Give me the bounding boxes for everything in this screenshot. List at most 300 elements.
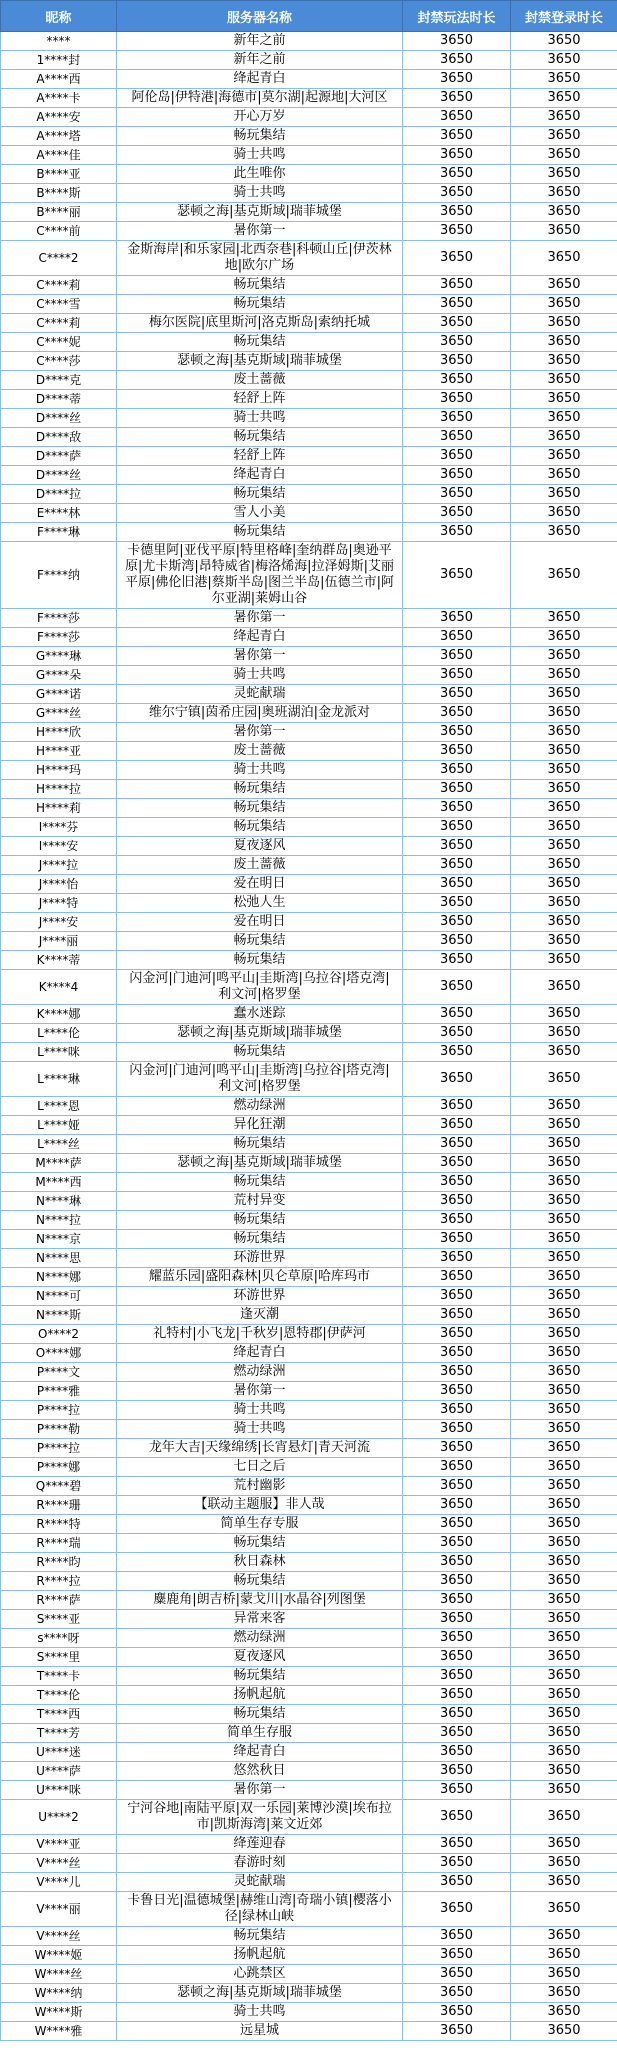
server-name-cell: 环游世界: [117, 1249, 403, 1268]
table-row: [1, 1965, 617, 1984]
login-ban-cell: 3650: [511, 799, 617, 818]
nickname-cell: R****珊: [1, 1496, 117, 1515]
gameplay-ban-cell: 3650: [403, 951, 511, 970]
gameplay-ban-cell: 3650: [403, 108, 511, 127]
gameplay-ban-cell: 3650: [403, 1420, 511, 1439]
server-name-cell: 卡德里阿|亚伐平原|特里格峰|奎纳群岛|奥逊平原|尤卡斯湾|昂特威省|梅洛烯海|拉泽姆斯|艾丽平原|佛伦旧港|蔡斯半岛|图兰半岛|伍德兰市|阿尔亚湖|莱姆山谷: [117, 542, 403, 609]
gameplay-ban-cell: 3650: [403, 1743, 511, 1762]
gameplay-ban-cell: 3650: [403, 1854, 511, 1873]
login-ban-cell: 3650: [511, 1211, 617, 1230]
server-name-cell: 畅玩集结: [117, 1135, 403, 1154]
gameplay-ban-cell: 3650: [403, 1762, 511, 1781]
server-name-cell: 此生唯你: [117, 165, 403, 184]
table-row: [1, 685, 617, 704]
table-row: [1, 108, 617, 127]
server-name-cell: 秋日森林: [117, 1553, 403, 1572]
gameplay-ban-cell: 3650: [403, 32, 511, 51]
login-ban-cell: 3650: [511, 1249, 617, 1268]
gameplay-ban-cell: 3650: [403, 761, 511, 780]
gameplay-ban-cell: 3650: [403, 1515, 511, 1534]
gameplay-ban-cell: 3650: [403, 485, 511, 504]
nickname-cell: J****特: [1, 894, 117, 913]
server-name-cell: 异常来客: [117, 1610, 403, 1629]
gameplay-ban-cell: 3650: [403, 333, 511, 352]
login-ban-cell: 3650: [511, 523, 617, 542]
gameplay-ban-cell: 3650: [403, 1024, 511, 1043]
login-ban-cell: 3650: [511, 818, 617, 837]
login-ban-cell: 3650: [511, 1287, 617, 1306]
table-row: [1, 1892, 617, 1927]
gameplay-ban-cell: 3650: [403, 1062, 511, 1097]
gameplay-ban-cell: 3650: [403, 1382, 511, 1401]
server-name-cell: 畅玩集结: [117, 1705, 403, 1724]
login-ban-cell: 3650: [511, 704, 617, 723]
server-name-cell: 轻舒上阵: [117, 447, 403, 466]
table-row: [1, 1724, 617, 1743]
server-name-cell: 燃动绿洲: [117, 1363, 403, 1382]
nickname-cell: D****蒂: [1, 390, 117, 409]
gameplay-ban-cell: 3650: [403, 1477, 511, 1496]
login-ban-cell: 3650: [511, 1154, 617, 1173]
login-ban-cell: 3650: [511, 1097, 617, 1116]
server-name-cell: 瑟顿之海|基克斯域|瑞菲城堡: [117, 203, 403, 222]
gameplay-ban-cell: 3650: [403, 447, 511, 466]
login-ban-cell: 3650: [511, 70, 617, 89]
gameplay-ban-cell: 3650: [403, 390, 511, 409]
server-name-cell: 畅玩集结: [117, 1534, 403, 1553]
server-name-cell: 畅玩集结: [117, 295, 403, 314]
table-row: [1, 1984, 617, 2003]
server-name-cell: 维尔宁镇|茵希庄园|奥班湖泊|金龙派对: [117, 704, 403, 723]
login-ban-cell: 3650: [511, 333, 617, 352]
nickname-cell: D****丝: [1, 409, 117, 428]
table-row: [1, 523, 617, 542]
server-name-cell: 瑟顿之海|基克斯域|瑞菲城堡: [117, 1984, 403, 2003]
gameplay-ban-cell: 3650: [403, 894, 511, 913]
login-ban-cell: 3650: [511, 1363, 617, 1382]
login-ban-cell: 3650: [511, 1854, 617, 1873]
nickname-cell: L****咪: [1, 1043, 117, 1062]
nickname-cell: U****咪: [1, 1781, 117, 1800]
nickname-cell: F****莎: [1, 628, 117, 647]
nickname-cell: I****安: [1, 837, 117, 856]
server-name-cell: 畅玩集结: [117, 780, 403, 799]
login-ban-cell: 3650: [511, 1781, 617, 1800]
server-name-cell: 【联动主题服】非人哉: [117, 1496, 403, 1515]
nickname-cell: V****丝: [1, 1927, 117, 1946]
table-row: [1, 447, 617, 466]
nickname-cell: R****萨: [1, 1591, 117, 1610]
gameplay-ban-cell: 3650: [403, 1439, 511, 1458]
server-name-cell: 悠然秋日: [117, 1762, 403, 1781]
table-row: [1, 818, 617, 837]
nickname-cell: P****文: [1, 1363, 117, 1382]
login-ban-cell: 3650: [511, 276, 617, 295]
server-name-cell: 暑你第一: [117, 609, 403, 628]
server-name-cell: 畅玩集结: [117, 932, 403, 951]
nickname-cell: L****伦: [1, 1024, 117, 1043]
nickname-cell: D****丝: [1, 466, 117, 485]
table-row: [1, 70, 617, 89]
table-row: [1, 409, 617, 428]
gameplay-ban-cell: 3650: [403, 1686, 511, 1705]
login-ban-cell: 3650: [511, 504, 617, 523]
nickname-cell: N****思: [1, 1249, 117, 1268]
nickname-cell: A****卡: [1, 89, 117, 108]
table-body: [1, 32, 617, 2041]
login-ban-cell: 3650: [511, 127, 617, 146]
gameplay-ban-cell: 3650: [403, 1116, 511, 1135]
table-row: [1, 1946, 617, 1965]
table-row: [1, 837, 617, 856]
login-ban-cell: 3650: [511, 1420, 617, 1439]
table-row: [1, 1043, 617, 1062]
login-ban-cell: 3650: [511, 1873, 617, 1892]
nickname-cell: C****2: [1, 241, 117, 276]
table-row: [1, 1496, 617, 1515]
table-row: [1, 1854, 617, 1873]
gameplay-ban-cell: 3650: [403, 241, 511, 276]
gameplay-ban-cell: 3650: [403, 875, 511, 894]
login-ban-cell: 3650: [511, 1382, 617, 1401]
login-ban-cell: 3650: [511, 314, 617, 333]
server-name-cell: 骑士共鸣: [117, 666, 403, 685]
table-row: [1, 184, 617, 203]
login-ban-cell: 3650: [511, 1135, 617, 1154]
nickname-cell: V****亚: [1, 1835, 117, 1854]
server-name-cell: 爱在明日: [117, 913, 403, 932]
server-name-cell: 心跳禁区: [117, 1965, 403, 1984]
nickname-cell: R****拉: [1, 1572, 117, 1591]
nickname-cell: C****前: [1, 222, 117, 241]
gameplay-ban-cell: 3650: [403, 165, 511, 184]
gameplay-ban-cell: 3650: [403, 1458, 511, 1477]
nickname-cell: R****瑞: [1, 1534, 117, 1553]
table-row: [1, 913, 617, 932]
nickname-cell: A****西: [1, 70, 117, 89]
server-name-cell: 逢灭潮: [117, 1306, 403, 1325]
gameplay-ban-cell: 3650: [403, 609, 511, 628]
server-name-cell: 骑士共鸣: [117, 761, 403, 780]
login-ban-cell: 3650: [511, 761, 617, 780]
nickname-cell: H****玛: [1, 761, 117, 780]
login-ban-cell: 3650: [511, 203, 617, 222]
table-row: [1, 2003, 617, 2022]
gameplay-ban-cell: 3650: [403, 1648, 511, 1667]
table-row: [1, 1382, 617, 1401]
server-name-cell: 春游时刻: [117, 1854, 403, 1873]
gameplay-ban-cell: 3650: [403, 1927, 511, 1946]
gameplay-ban-cell: 3650: [403, 51, 511, 70]
gameplay-ban-cell: 3650: [403, 276, 511, 295]
server-name-cell: 暑你第一: [117, 1781, 403, 1800]
login-ban-cell: 3650: [511, 32, 617, 51]
table-row: [1, 1572, 617, 1591]
table-row: [1, 51, 617, 70]
gameplay-ban-cell: 3650: [403, 1781, 511, 1800]
gameplay-ban-cell: 3650: [403, 314, 511, 333]
login-ban-cell: 3650: [511, 1230, 617, 1249]
server-name-cell: 暑你第一: [117, 647, 403, 666]
nickname-cell: C****雪: [1, 295, 117, 314]
table-row: [1, 1800, 617, 1835]
gameplay-ban-cell: 3650: [403, 466, 511, 485]
gameplay-ban-cell: 3650: [403, 1553, 511, 1572]
login-ban-cell: 3650: [511, 1344, 617, 1363]
nickname-cell: M****萨: [1, 1154, 117, 1173]
server-name-cell: 蠢水迷踪: [117, 1005, 403, 1024]
nickname-cell: D****萨: [1, 447, 117, 466]
nickname-cell: S****里: [1, 1648, 117, 1667]
table-row: [1, 146, 617, 165]
gameplay-ban-cell: 3650: [403, 742, 511, 761]
table-row: [1, 295, 617, 314]
nickname-cell: B****亚: [1, 165, 117, 184]
gameplay-ban-cell: 3650: [403, 932, 511, 951]
login-ban-cell: 3650: [511, 913, 617, 932]
table-row: [1, 1420, 617, 1439]
table-row: [1, 1553, 617, 1572]
gameplay-ban-cell: 3650: [403, 837, 511, 856]
server-name-cell: 扬帆起航: [117, 1686, 403, 1705]
gameplay-ban-cell: 3650: [403, 1705, 511, 1724]
server-name-cell: 闪金河|门迪河|鸣平山|圭斯湾|乌拉谷|塔克湾|利文河|格罗堡: [117, 1062, 403, 1097]
server-name-cell: 夏夜逐风: [117, 1648, 403, 1667]
nickname-cell: K****4: [1, 970, 117, 1005]
gameplay-ban-cell: 3650: [403, 1591, 511, 1610]
login-ban-cell: 3650: [511, 1477, 617, 1496]
login-ban-cell: 3650: [511, 1946, 617, 1965]
table-row: [1, 647, 617, 666]
login-ban-cell: 3650: [511, 241, 617, 276]
login-ban-cell: 3650: [511, 1306, 617, 1325]
login-ban-cell: 3650: [511, 222, 617, 241]
table-row: [1, 504, 617, 523]
server-name-cell: 新年之前: [117, 32, 403, 51]
gameplay-ban-cell: 3650: [403, 2022, 511, 2041]
nickname-cell: U****萨: [1, 1762, 117, 1781]
table-row: [1, 276, 617, 295]
nickname-cell: H****亚: [1, 742, 117, 761]
nickname-cell: K****蒂: [1, 951, 117, 970]
gameplay-ban-cell: 3650: [403, 1572, 511, 1591]
server-name-cell: 废土蔷薇: [117, 742, 403, 761]
nickname-cell: S****亚: [1, 1610, 117, 1629]
gameplay-ban-cell: 3650: [403, 1135, 511, 1154]
nickname-cell: I****芬: [1, 818, 117, 837]
login-ban-cell: 3650: [511, 1648, 617, 1667]
header-server-name: 服务器名称: [117, 1, 403, 32]
login-ban-cell: 3650: [511, 1439, 617, 1458]
server-name-cell: 骑士共鸣: [117, 184, 403, 203]
gameplay-ban-cell: 3650: [403, 542, 511, 609]
nickname-cell: V****丽: [1, 1892, 117, 1927]
login-ban-cell: 3650: [511, 1724, 617, 1743]
server-name-cell: 绛起青白: [117, 466, 403, 485]
table-row: [1, 1062, 617, 1097]
login-ban-cell: 3650: [511, 837, 617, 856]
gameplay-ban-cell: 3650: [403, 1192, 511, 1211]
nickname-cell: M****西: [1, 1173, 117, 1192]
login-ban-cell: 3650: [511, 1496, 617, 1515]
nickname-cell: P****娜: [1, 1458, 117, 1477]
login-ban-cell: 3650: [511, 51, 617, 70]
server-name-cell: 畅玩集结: [117, 523, 403, 542]
server-name-cell: 废土蔷薇: [117, 856, 403, 875]
table-row: [1, 1743, 617, 1762]
server-name-cell: 麋鹿角|朗吉桥|蒙戈川|水晶谷|列图堡: [117, 1591, 403, 1610]
login-ban-cell: 3650: [511, 1965, 617, 1984]
server-name-cell: 畅玩集结: [117, 1173, 403, 1192]
login-ban-cell: 3650: [511, 1005, 617, 1024]
login-ban-cell: 3650: [511, 466, 617, 485]
server-name-cell: 暑你第一: [117, 222, 403, 241]
table-row: [1, 1024, 617, 1043]
login-ban-cell: 3650: [511, 1515, 617, 1534]
nickname-cell: L****丝: [1, 1135, 117, 1154]
login-ban-cell: 3650: [511, 1062, 617, 1097]
login-ban-cell: 3650: [511, 1173, 617, 1192]
server-name-cell: 荒村幽影: [117, 1477, 403, 1496]
login-ban-cell: 3650: [511, 1043, 617, 1062]
nickname-cell: C****莉: [1, 314, 117, 333]
nickname-cell: V****儿: [1, 1873, 117, 1892]
table-row: [1, 542, 617, 609]
table-row: [1, 127, 617, 146]
gameplay-ban-cell: 3650: [403, 1610, 511, 1629]
table-row: [1, 371, 617, 390]
login-ban-cell: 3650: [511, 2003, 617, 2022]
gameplay-ban-cell: 3650: [403, 1401, 511, 1420]
login-ban-cell: 3650: [511, 184, 617, 203]
gameplay-ban-cell: 3650: [403, 1496, 511, 1515]
server-name-cell: 暑你第一: [117, 1382, 403, 1401]
gameplay-ban-cell: 3650: [403, 970, 511, 1005]
server-name-cell: 阿伦岛|伊特港|海德市|莫尔湖|起源地|大河区: [117, 89, 403, 108]
server-name-cell: 废土蔷薇: [117, 371, 403, 390]
login-ban-cell: 3650: [511, 723, 617, 742]
server-name-cell: 瑟顿之海|基克斯域|瑞菲城堡: [117, 1154, 403, 1173]
table-row: [1, 32, 617, 51]
table-row: [1, 1591, 617, 1610]
server-name-cell: 畅玩集结: [117, 127, 403, 146]
gameplay-ban-cell: 3650: [403, 628, 511, 647]
table-row: [1, 1344, 617, 1363]
login-ban-cell: 3650: [511, 352, 617, 371]
server-name-cell: 畅玩集结: [117, 1572, 403, 1591]
server-name-cell: 瑟顿之海|基克斯域|瑞菲城堡: [117, 1024, 403, 1043]
table-row: [1, 875, 617, 894]
header-row: [1, 1, 617, 32]
gameplay-ban-cell: 3650: [403, 1306, 511, 1325]
login-ban-cell: 3650: [511, 1800, 617, 1835]
server-name-cell: 卡鲁日光|温德城堡|赫维山湾|奇瑞小镇|樱落小径|绿林山峡: [117, 1892, 403, 1927]
gameplay-ban-cell: 3650: [403, 685, 511, 704]
gameplay-ban-cell: 3650: [403, 146, 511, 165]
table-row: [1, 1515, 617, 1534]
nickname-cell: K****娜: [1, 1005, 117, 1024]
server-name-cell: 耀蓝乐园|盛阳森林|贝仑草原|哈库玛市: [117, 1268, 403, 1287]
server-name-cell: 畅玩集结: [117, 428, 403, 447]
nickname-cell: R****特: [1, 1515, 117, 1534]
header-login-ban-duration: 封禁登录时长: [511, 1, 617, 32]
login-ban-cell: 3650: [511, 932, 617, 951]
login-ban-cell: 3650: [511, 447, 617, 466]
table-row: [1, 466, 617, 485]
table-row: [1, 314, 617, 333]
table-row: [1, 1097, 617, 1116]
server-name-cell: 金斯海岸|和乐家园|北西奈巷|科顿山丘|伊茨林地|欧尔广场: [117, 241, 403, 276]
server-name-cell: 简单生存专服: [117, 1515, 403, 1534]
gameplay-ban-cell: 3650: [403, 504, 511, 523]
gameplay-ban-cell: 3650: [403, 89, 511, 108]
gameplay-ban-cell: 3650: [403, 371, 511, 390]
gameplay-ban-cell: 3650: [403, 1724, 511, 1743]
table-row: [1, 1534, 617, 1553]
nickname-cell: A****塔: [1, 127, 117, 146]
login-ban-cell: 3650: [511, 108, 617, 127]
nickname-cell: D****克: [1, 371, 117, 390]
gameplay-ban-cell: 3650: [403, 523, 511, 542]
nickname-cell: F****纳: [1, 542, 117, 609]
login-ban-cell: 3650: [511, 1629, 617, 1648]
server-name-cell: 畅玩集结: [117, 951, 403, 970]
nickname-cell: H****欣: [1, 723, 117, 742]
server-name-cell: 雪人小美: [117, 504, 403, 523]
login-ban-cell: 3650: [511, 1892, 617, 1927]
table-row: [1, 666, 617, 685]
table-row: [1, 628, 617, 647]
table-row: [1, 1439, 617, 1458]
login-ban-cell: 3650: [511, 485, 617, 504]
table-row: [1, 485, 617, 504]
gameplay-ban-cell: 3650: [403, 222, 511, 241]
nickname-cell: O****2: [1, 1325, 117, 1344]
gameplay-ban-cell: 3650: [403, 1211, 511, 1230]
table-row: [1, 428, 617, 447]
table-row: [1, 1211, 617, 1230]
gameplay-ban-cell: 3650: [403, 2003, 511, 2022]
gameplay-ban-cell: 3650: [403, 1667, 511, 1686]
nickname-cell: J****拉: [1, 856, 117, 875]
nickname-cell: F****琳: [1, 523, 117, 542]
server-name-cell: 绛起青白: [117, 1344, 403, 1363]
server-name-cell: 骑士共鸣: [117, 2003, 403, 2022]
login-ban-cell: 3650: [511, 89, 617, 108]
server-name-cell: 梅尔医院|底里斯河|洛克斯岛|索纳托城: [117, 314, 403, 333]
table-row: [1, 222, 617, 241]
gameplay-ban-cell: 3650: [403, 1230, 511, 1249]
server-name-cell: 燃动绿洲: [117, 1629, 403, 1648]
server-name-cell: 瑟顿之海|基克斯域|瑞菲城堡: [117, 352, 403, 371]
server-name-cell: 畅玩集结: [117, 1927, 403, 1946]
gameplay-ban-cell: 3650: [403, 723, 511, 742]
login-ban-cell: 3650: [511, 428, 617, 447]
nickname-cell: A****安: [1, 108, 117, 127]
server-name-cell: 七日之后: [117, 1458, 403, 1477]
login-ban-cell: 3650: [511, 1686, 617, 1705]
nickname-cell: B****斯: [1, 184, 117, 203]
table-row: [1, 1325, 617, 1344]
table-row: [1, 1781, 617, 1800]
nickname-cell: W****纳: [1, 1984, 117, 2003]
gameplay-ban-cell: 3650: [403, 1835, 511, 1854]
login-ban-cell: 3650: [511, 1553, 617, 1572]
gameplay-ban-cell: 3650: [403, 913, 511, 932]
login-ban-cell: 3650: [511, 894, 617, 913]
nickname-cell: O****娜: [1, 1344, 117, 1363]
nickname-cell: T****芳: [1, 1724, 117, 1743]
